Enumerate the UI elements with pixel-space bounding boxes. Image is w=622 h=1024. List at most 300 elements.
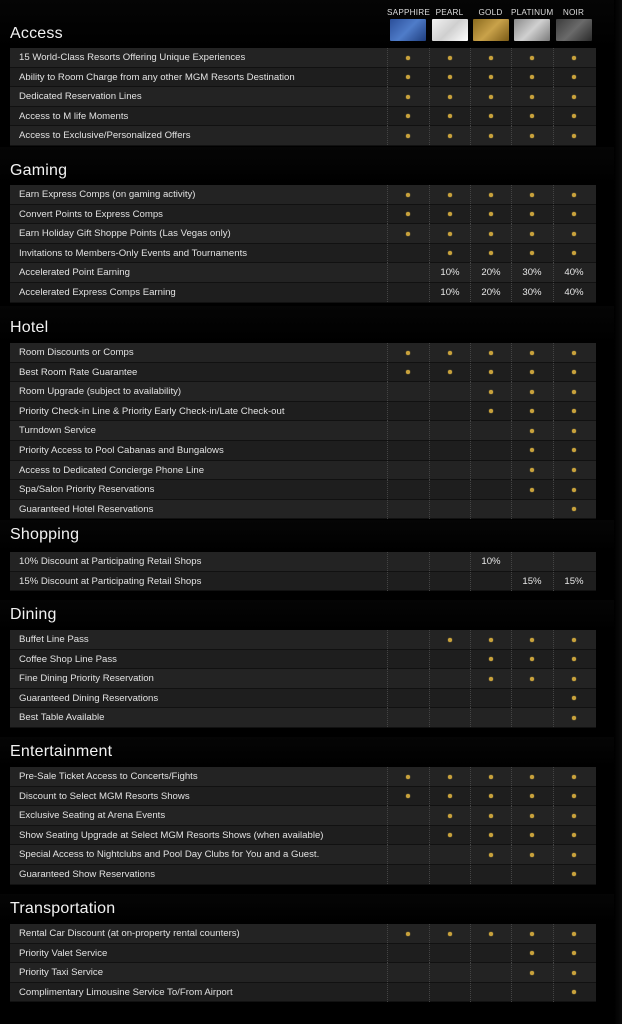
benefit-label: Priority Valet Service [19,947,108,959]
included-dot-icon [406,212,410,216]
tier-cell-sapphire [387,263,428,282]
included-dot-icon [530,193,534,197]
tier-cell-platinum [511,283,552,302]
included-dot-icon [572,696,576,700]
included-dot-icon [406,114,410,118]
tier-cell-platinum [511,865,552,884]
benefit-label: Guaranteed Show Reservations [19,868,155,880]
tier-header-pearl [429,8,470,41]
tier-cell-sapphire [387,806,428,825]
tier-cell-noir [553,126,594,145]
tier-cell-pearl [429,826,470,845]
tier-cell-sapphire [387,924,428,943]
included-dot-icon [530,932,534,936]
tier-cell-noir [553,205,594,224]
benefit-label: Priority Check-in Line & Priority Early Check-in/Late Check-out [19,405,285,417]
tier-cell-noir [553,708,594,727]
tier-cell-platinum [511,826,552,845]
tier-cell-gold [470,767,511,786]
tier-cell-pearl [429,224,470,243]
benefit-row [10,944,596,964]
tier-cell-noir [553,552,594,571]
benefit-rows [10,552,596,591]
section-dining [0,600,622,728]
benefit-rows [10,185,596,303]
benefit-label: Exclusive Seating at Arena Events [19,810,166,822]
tier-cell-sapphire [387,650,428,669]
included-dot-icon [572,409,576,413]
section-title: Shopping [10,526,80,543]
benefit-label: Special Access to Nightclubs and Pool Day Clubs for You and a Guest. [19,849,320,861]
tier-cell-sapphire [387,87,428,106]
included-dot-icon [572,390,576,394]
included-dot-icon [448,134,452,138]
benefit-row [10,500,596,520]
tier-cell-noir [553,263,594,282]
tier-cell-pearl [429,650,470,669]
included-dot-icon [406,193,410,197]
included-dot-icon [406,775,410,779]
tier-cell-noir [553,630,594,649]
tier-cell-noir [553,244,594,263]
tier-cell-pearl [429,402,470,421]
tier-cell-sapphire [387,983,428,1002]
tier-cell-pearl [429,500,470,519]
tier-cell-platinum [511,87,552,106]
included-dot-icon [530,814,534,818]
tier-cell-platinum [511,572,552,591]
tier-cell-platinum [511,263,552,282]
benefit-rows [10,630,596,728]
included-dot-icon [406,232,410,236]
tier-cell-pearl [429,263,470,282]
included-dot-icon [572,775,576,779]
included-dot-icon [530,134,534,138]
tier-cell-sapphire [387,205,428,224]
benefit-label: 15% Discount at Participating Retail Shops [19,575,202,587]
benefit-label: Access to Exclusive/Personalized Offers [19,130,191,142]
benefit-row [10,669,596,689]
tier-cell-gold [470,480,511,499]
tier-cell-gold [470,552,511,571]
benefit-row [10,826,596,846]
included-dot-icon [530,212,534,216]
benefit-row [10,205,596,225]
included-dot-icon [530,56,534,60]
tier-cell-platinum [511,787,552,806]
tier-cell-sapphire [387,363,428,382]
included-dot-icon [572,232,576,236]
included-dot-icon [530,833,534,837]
tier-cell-platinum [511,107,552,126]
benefit-row [10,787,596,807]
included-dot-icon [489,833,493,837]
tier-cell-platinum [511,48,552,67]
tier-name: PEARL [435,8,464,17]
included-dot-icon [572,114,576,118]
tier-cell-platinum [511,461,552,480]
benefit-label: Turndown Service [19,425,96,437]
tier-value: 40% [564,267,584,279]
included-dot-icon [406,56,410,60]
benefit-row [10,689,596,709]
tier-cell-sapphire [387,68,428,87]
included-dot-icon [489,232,493,236]
included-dot-icon [448,232,452,236]
benefit-label: Access to Dedicated Concierge Phone Line [19,464,205,476]
tier-cell-pearl [429,708,470,727]
tier-cell-sapphire [387,944,428,963]
included-dot-icon [572,75,576,79]
benefit-row [10,185,596,205]
tier-cell-noir [553,500,594,519]
included-dot-icon [530,853,534,857]
tier-cell-platinum [511,126,552,145]
tier-cell-sapphire [387,708,428,727]
tier-cell-gold [470,983,511,1002]
page-edge-shadow [614,0,622,1024]
included-dot-icon [530,657,534,661]
tier-cell-platinum [511,630,552,649]
included-dot-icon [530,951,534,955]
benefit-label: Complimentary Limousine Service To/From Airport [19,986,233,998]
tier-cell-noir [553,689,594,708]
included-dot-icon [572,794,576,798]
included-dot-icon [489,814,493,818]
tier-cell-gold [470,382,511,401]
tier-cell-sapphire [387,244,428,263]
included-dot-icon [530,114,534,118]
included-dot-icon [448,56,452,60]
tier-cell-platinum [511,382,552,401]
benefit-row [10,48,596,68]
tier-value: 30% [522,267,542,279]
tier-cell-pearl [429,461,470,480]
tier-cell-gold [470,205,511,224]
tier-cell-platinum [511,924,552,943]
included-dot-icon [448,114,452,118]
section-header [0,520,622,552]
section-title: Gaming [10,162,68,179]
tier-cell-gold [470,708,511,727]
benefit-label: Ability to Room Charge from any other MGM Resorts Destination [19,71,295,83]
tier-cell-gold [470,343,511,362]
tier-value: 30% [522,286,542,298]
tier-cell-gold [470,944,511,963]
tier-cell-gold [470,126,511,145]
tier-cell-pearl [429,669,470,688]
benefit-rows [10,767,596,885]
tier-value: 20% [481,286,501,298]
tier-cell-sapphire [387,572,428,591]
included-dot-icon [448,75,452,79]
tier-cell-gold [470,461,511,480]
included-dot-icon [406,932,410,936]
section-header [0,0,622,48]
benefit-label: Priority Access to Pool Cabanas and Bungalows [19,444,224,456]
tier-cell-gold [470,107,511,126]
tier-cell-pearl [429,480,470,499]
benefit-row [10,402,596,422]
tier-cell-platinum [511,363,552,382]
tier-cell-sapphire [387,421,428,440]
benefit-label: Dedicated Reservation Lines [19,91,142,103]
included-dot-icon [572,95,576,99]
included-dot-icon [530,75,534,79]
tier-cell-noir [553,421,594,440]
tier-cell-noir [553,650,594,669]
benefit-rows [10,343,596,519]
tier-cell-gold [470,650,511,669]
tier-cell-platinum [511,767,552,786]
included-dot-icon [406,794,410,798]
tier-cell-noir [553,343,594,362]
benefit-row [10,363,596,383]
benefit-row [10,421,596,441]
included-dot-icon [489,351,493,355]
included-dot-icon [406,75,410,79]
included-dot-icon [448,775,452,779]
included-dot-icon [489,114,493,118]
tier-cell-noir [553,363,594,382]
tier-header-gold [470,8,511,41]
tier-cell-platinum [511,650,552,669]
tier-cell-noir [553,68,594,87]
tier-cell-sapphire [387,500,428,519]
tier-cell-sapphire [387,787,428,806]
benefit-label: Accelerated Express Comps Earning [19,286,176,298]
included-dot-icon [448,833,452,837]
tier-cell-platinum [511,500,552,519]
included-dot-icon [572,872,576,876]
benefit-label: Pre-Sale Ticket Access to Concerts/Fights [19,771,198,782]
tier-cell-gold [470,244,511,263]
tier-cell-pearl [429,126,470,145]
tier-name: PLATINUM [511,8,554,17]
included-dot-icon [489,794,493,798]
included-dot-icon [572,833,576,837]
included-dot-icon [489,75,493,79]
benefit-row [10,630,596,650]
included-dot-icon [489,677,493,681]
tier-cell-sapphire [387,669,428,688]
included-dot-icon [406,95,410,99]
tier-cell-noir [553,480,594,499]
tier-cell-pearl [429,244,470,263]
benefit-row [10,244,596,264]
benefit-row [10,87,596,107]
benefit-row [10,708,596,728]
included-dot-icon [530,677,534,681]
benefit-row [10,552,596,572]
benefit-label: Best Table Available [19,712,105,724]
tier-cell-platinum [511,224,552,243]
included-dot-icon [530,429,534,433]
tier-cell-pearl [429,48,470,67]
included-dot-icon [448,212,452,216]
benefit-label: Discount to Select MGM Resorts Shows [19,790,190,802]
included-dot-icon [572,932,576,936]
benefit-label: Coffee Shop Line Pass [19,653,117,665]
benefit-row [10,865,596,885]
included-dot-icon [530,95,534,99]
tier-cell-gold [470,421,511,440]
benefit-label: Priority Taxi Service [19,967,104,979]
tier-cell-gold [470,826,511,845]
included-dot-icon [448,370,452,374]
benefit-row [10,343,596,363]
tier-cell-sapphire [387,48,428,67]
tier-cell-pearl [429,343,470,362]
included-dot-icon [572,507,576,511]
tier-cell-pearl [429,963,470,982]
tier-cell-gold [470,402,511,421]
benefit-row [10,924,596,944]
tier-cell-pearl [429,767,470,786]
tier-header-sapphire [387,8,431,41]
tier-cell-platinum [511,669,552,688]
benefit-label: Access to M life Moments [19,110,129,122]
tier-cell-gold [470,283,511,302]
included-dot-icon [489,212,493,216]
benefit-row [10,461,596,481]
tier-card-noir [556,19,592,41]
benefit-label: Guaranteed Hotel Reservations [19,503,154,515]
benefit-label: Spa/Salon Priority Reservations [19,484,155,496]
section-shopping [0,520,622,591]
included-dot-icon [572,212,576,216]
tier-cell-noir [553,767,594,786]
benefit-row [10,382,596,402]
tier-cell-platinum [511,845,552,864]
benefit-row [10,963,596,983]
section-title: Entertainment [10,743,113,760]
benefit-row [10,767,596,787]
tier-card-gold [473,19,509,41]
tier-header-platinum [511,8,552,41]
tier-cell-pearl [429,630,470,649]
tier-cell-platinum [511,480,552,499]
benefit-row [10,572,596,592]
tier-cell-pearl [429,572,470,591]
tier-cell-noir [553,441,594,460]
included-dot-icon [572,657,576,661]
included-dot-icon [572,193,576,197]
tier-cell-gold [470,572,511,591]
tier-cell-pearl [429,87,470,106]
tier-cell-sapphire [387,382,428,401]
included-dot-icon [489,370,493,374]
tier-cell-pearl [429,363,470,382]
included-dot-icon [572,468,576,472]
benefit-label: Guaranteed Dining Reservations [19,692,159,704]
tier-cell-gold [470,224,511,243]
benefit-label: Show Seating Upgrade at Select MGM Resorts Shows (when available) [19,829,324,841]
tier-value: 10% [481,556,501,567]
tier-cell-sapphire [387,689,428,708]
included-dot-icon [489,95,493,99]
tier-cell-noir [553,826,594,845]
included-dot-icon [572,370,576,374]
benefit-row [10,845,596,865]
tier-cell-sapphire [387,767,428,786]
included-dot-icon [530,370,534,374]
tier-cell-noir [553,382,594,401]
tier-cell-sapphire [387,185,428,204]
included-dot-icon [530,251,534,255]
tier-cell-noir [553,845,594,864]
included-dot-icon [572,951,576,955]
benefit-label: Rental Car Discount (at on-property rental counters) [19,928,240,939]
tier-cell-sapphire [387,865,428,884]
tier-cell-pearl [429,689,470,708]
tier-cell-noir [553,87,594,106]
tier-cell-noir [553,924,594,943]
benefit-label: Earn Holiday Gift Shoppe Points (Las Vegas only) [19,228,231,240]
included-dot-icon [406,370,410,374]
tier-value: 20% [481,267,501,279]
tier-cell-platinum [511,689,552,708]
tier-cell-gold [470,669,511,688]
tier-cell-sapphire [387,963,428,982]
tier-cell-gold [470,963,511,982]
tier-header-noir [553,8,594,41]
tier-cell-pearl [429,205,470,224]
tier-cell-pearl [429,382,470,401]
benefit-label: 10% Discount at Participating Retail Shops [19,556,202,567]
included-dot-icon [530,638,534,642]
tier-cell-platinum [511,944,552,963]
included-dot-icon [489,56,493,60]
benefit-row [10,480,596,500]
tier-cell-platinum [511,421,552,440]
benefit-row [10,283,596,303]
benefit-row [10,107,596,127]
tier-cell-platinum [511,806,552,825]
included-dot-icon [530,488,534,492]
tier-value: 10% [440,286,460,298]
included-dot-icon [489,638,493,642]
section-header [0,147,622,185]
tier-cell-gold [470,500,511,519]
benefit-row [10,983,596,1003]
tier-cell-noir [553,806,594,825]
included-dot-icon [530,448,534,452]
section-transportation [0,894,622,1002]
included-dot-icon [572,853,576,857]
tier-cell-platinum [511,552,552,571]
tier-cell-pearl [429,944,470,963]
included-dot-icon [489,390,493,394]
included-dot-icon [406,351,410,355]
tier-cell-noir [553,572,594,591]
section-header [0,894,622,924]
tier-cell-noir [553,865,594,884]
tier-cell-gold [470,787,511,806]
tier-cell-noir [553,787,594,806]
tier-cell-platinum [511,983,552,1002]
tier-cell-pearl [429,421,470,440]
section-header [0,306,622,343]
tier-cell-noir [553,983,594,1002]
included-dot-icon [448,251,452,255]
included-dot-icon [572,716,576,720]
included-dot-icon [489,251,493,255]
tier-cell-pearl [429,983,470,1002]
benefit-label: 15 World-Class Resorts Offering Unique Experiences [19,52,246,63]
tier-cell-noir [553,107,594,126]
included-dot-icon [572,488,576,492]
